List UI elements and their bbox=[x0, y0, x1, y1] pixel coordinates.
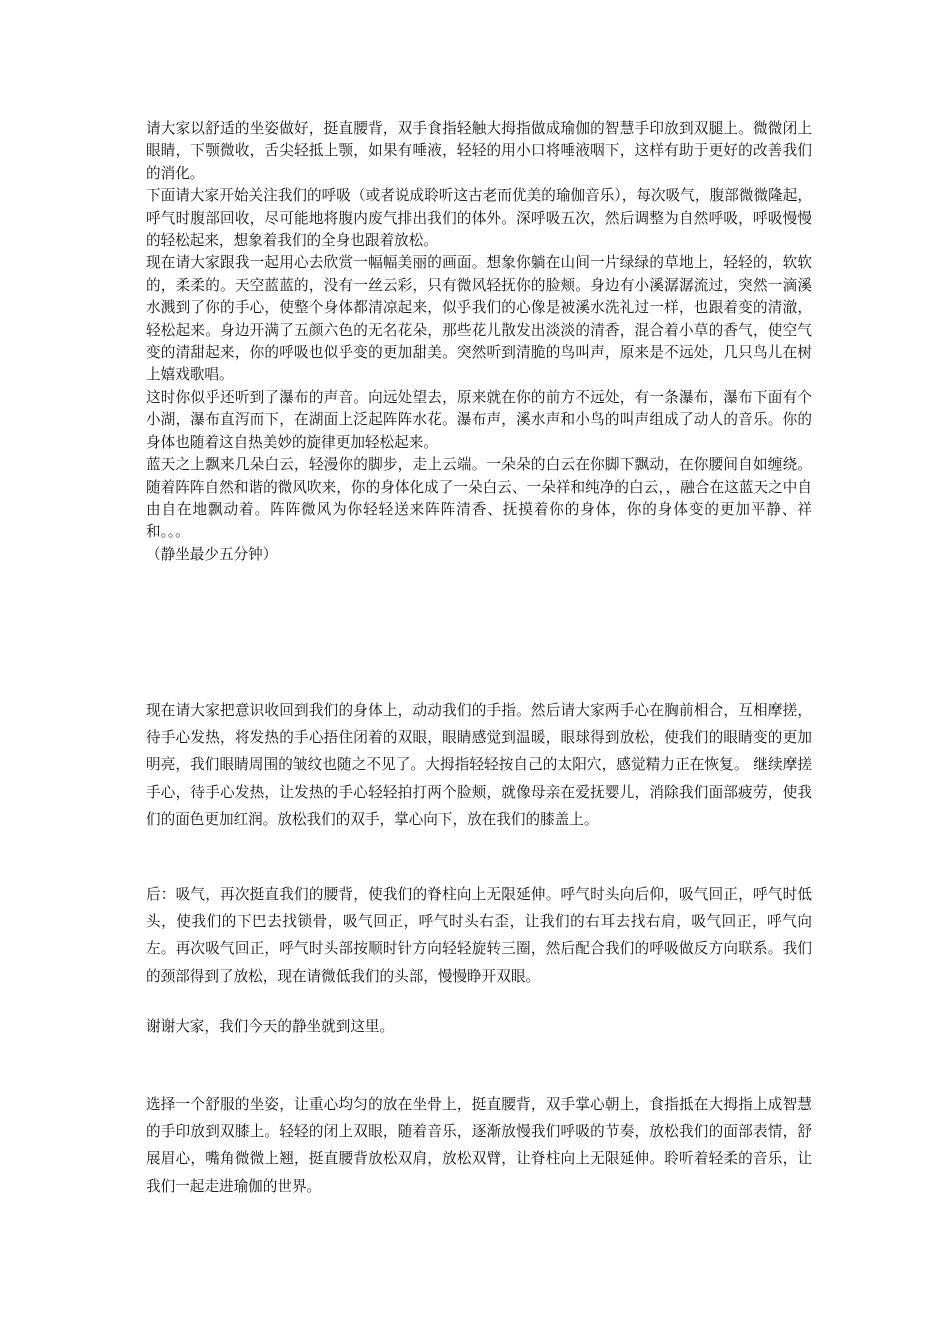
paragraph-meadow-scene: 现在请大家跟我一起用心去欣赏一幅幅美丽的画面。想象你躺在山间一片绿绿的草地上，轻轻的，软软的，柔柔的。天空蓝蓝的，没有一丝云彩，只有微风轻抚你的脸颊。身边有小溪潺潺流过，突然一滴溪水溅到了你的手心，使整个身体都清凉起来，似乎我们的心像是被溪水洗礼过一样，也跟着变的清澈，轻松起来。身边开满了五颜六色的无名花朵，那些花儿散发出淡淡的清香，混合着小草的香气，使空气变的清甜起来，你的呼吸也似乎变的更加甜美。突然听到清脆的鸟叫声，原来是不远处，几只鸟儿在树上嬉戏歌唱。 bbox=[146, 254, 812, 384]
paragraph-hand-rubbing: 现在请大家把意识收回到我们的身体上，动动我们的手指。然后请大家两手心在胸前相合，互相摩搓，待手心发热，将发热的手心捂住闭着的双眼，眼睛感觉到温暖，眼球得到放松，使我们的眼睛变的更加明亮，我们眼睛周围的皱纹也随之不见了。大拇指轻轻按自己的太阳穴，感觉精力正在恢复。 继续摩搓手心，待手心发热，让发热的手心轻轻拍打两个脸颊，就像母亲在爱抚婴儿，消除我们面部疲劳，使我们的面色更加红润。放松我们的双手，掌心向下，放在我们的膝盖上。 bbox=[146, 702, 812, 828]
paragraph-neck-stretch: 后：吸气，再次挺直我们的腰背，使我们的脊柱向上无限延伸。呼气时头向后仰，吸气回正，呼气时低头，使我们的下巴去找锁骨，吸气回正，呼气时头右歪，让我们的右耳去找右肩，吸气回正，呼气向左。再次吸气回正，呼气时头部按顺时针方向轻轻旋转三圈，然后配合我们的呼吸做反方向联系。我们的颈部得到了放松，现在请微低我们的头部，慢慢睁开双眼。 bbox=[146, 886, 812, 985]
paragraph-waterfall-scene: 这时你似乎还听到了瀑布的声音。向远处望去，原来就在你的前方不远处，有一条瀑布，瀑布下面有个小湖，瀑布直泻而下，在湖面上泛起阵阵水花。瀑布声，溪水声和小鸟的叫声组成了动人的音乐。你的身体也随着这自热美妙的旋律更加轻松起来。 bbox=[146, 388, 812, 451]
meditation-intro-section bbox=[146, 118, 812, 566]
alternate-intro-section bbox=[146, 1091, 812, 1200]
paragraph-sit-duration-note: （静坐最少五分钟） bbox=[146, 545, 278, 563]
paragraph-breathing: 下面请大家开始关注我们的呼吸（或者说成聆听这古老而优美的瑜伽音乐），每次吸气，腹部微微隆起，呼气时腹部回收，尽可能地将腹内废气排出我们的体外。深呼吸五次，然后调整为自然呼吸，呼吸慢慢的轻松起来，想象着我们的全身也跟着放松。 bbox=[146, 187, 812, 250]
paragraph-alternate-intro: 选择一个舒服的坐姿，让重心均匀的放在坐骨上，挺直腰背，双手掌心朝上，食指抵在大拇指上成智慧的手印放到双膝上。轻轻的闭上双眼，随着音乐，逐渐放慢我们呼吸的节奏，放松我们的面部表情，舒展眉心，嘴角微微上翘，挺直腰背放松双肩，放松双臂，让脊柱向上无限延伸。聆听着轻柔的音乐，让我们一起走进瑜伽的世界。 bbox=[146, 1096, 812, 1195]
thanks-section bbox=[146, 1013, 812, 1040]
paragraph-thanks: 谢谢大家，我们今天的静坐就到这里。 bbox=[146, 1018, 395, 1035]
closing-massage-section bbox=[146, 697, 812, 833]
paragraph-cloud-scene: 蓝天之上飘来几朵白云，轻漫你的脚步，走上云端。一朵朵的白云在你脚下飘动，在你腰间自如缠绕。随着阵阵自然和谐的微风吹来，你的身体化成了一朵白云、一朵祥和纯净的白云，，融合在这蓝天之中自由自在地飘动着。阵阵微风为你轻轻送来阵阵清香、抚摸着你的身体，你的身体变的更加平静、祥和。。。 bbox=[146, 456, 812, 541]
neck-stretch-section bbox=[146, 881, 812, 990]
paragraph-sitting-posture: 请大家以舒适的坐姿做好，挺直腰背，双手食指轻触大拇指做成瑜伽的智慧手印放到双腿上。微微闭上眼睛，下颚微收，舌尖轻抵上颚，如果有唾液，轻轻的用小口将唾液咽下，这样有助于更好的改善我们的消化。 bbox=[146, 120, 812, 182]
